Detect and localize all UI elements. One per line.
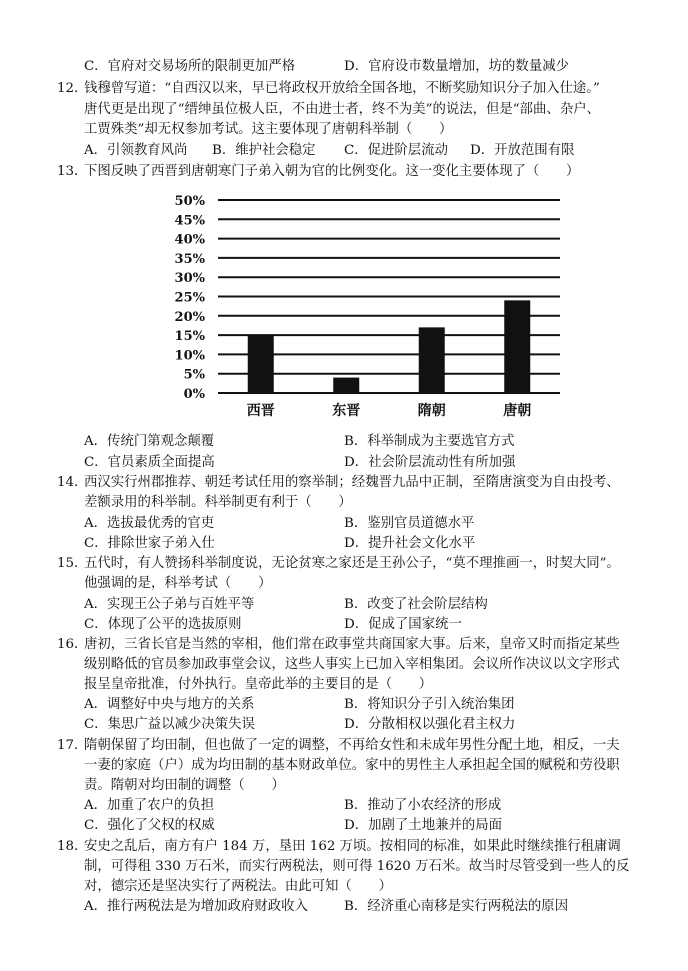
y-tick-label: 5% (183, 367, 205, 383)
q13-option-a: A．传统门第观念颠覆 (84, 434, 215, 449)
q13-bar-chart (168, 190, 568, 422)
x-category-label: 唐朝 (503, 403, 532, 419)
q15-number: 15． (57, 556, 88, 571)
bar-隋朝 (419, 327, 445, 393)
q12-option-c: C．促进阶层流动 (344, 143, 448, 158)
x-category-label: 隋朝 (417, 403, 446, 419)
q17-option-a: A．加重了农户的负担 (84, 798, 215, 813)
y-tick-label: 15% (174, 329, 205, 345)
q13-number: 13． (57, 164, 88, 179)
y-tick-label: 30% (174, 271, 205, 287)
x-category-label: 东晋 (332, 403, 361, 419)
q18-number: 18． (57, 839, 88, 854)
y-tick-label: 0% (183, 387, 205, 402)
q16-number: 16． (57, 637, 88, 652)
q18-option-a: A．推行两税法是为增加政府财政收入 (84, 899, 308, 914)
q12-stem-line-3: 工贾殊类”却无权参加考试。这主要体现了唐朝科举制（ ） (84, 122, 453, 137)
q15-stem-line-1: 五代时，有人赞扬科举制度说，无论贫寒之家还是王孙公子，“莫不理推画一，时契大同”。 (84, 556, 620, 571)
x-category-label: 西晋 (246, 403, 275, 419)
y-tick-label: 40% (174, 232, 205, 248)
q18-stem-line-1: 安史之乱后，南方有户 184 万，垦田 162 万顷。按相同的标准，如果此时继续推行租庸调 (84, 839, 621, 854)
q12-option-a: A．引领教育风尚 (84, 143, 188, 158)
q13-stem: 下图反映了西晋到唐朝寒门子弟入朝为官的比例变化。这一变化主要体现了（ ） (84, 164, 580, 179)
q13-option-b: B．科举制成为主要选官方式 (344, 434, 515, 449)
q14-option-c: C．排除世家子弟入仕 (84, 536, 215, 551)
q14-option-a: A．选拔最优秀的官吏 (84, 516, 215, 531)
q14-stem-line-2: 差额录用的科举制。科举制更有利于（ ） (84, 495, 352, 510)
q12-stem-line-2: 唐代更是出现了“缙绅虽位极人臣，不由进士者，终不为美”的说法，但是“部曲、杂户、 (84, 102, 600, 117)
q15-option-c: C．体现了公平的选拔原则 (84, 617, 242, 632)
q17-option-b: B．推动了小农经济的形成 (344, 798, 502, 813)
y-tick-label: 45% (174, 213, 205, 229)
y-tick-label: 50% (174, 194, 205, 209)
bar-唐朝 (504, 300, 530, 393)
q15-stem-line-2: 他强调的是，科举考试（ ） (84, 576, 272, 591)
q16-option-d: D．分散相权以强化君主权力 (344, 717, 516, 732)
q17-option-c: C．强化了父权的权威 (84, 818, 215, 833)
q12-option-b: B．维护社会稳定 (212, 143, 316, 158)
q14-option-d: D．提升社会文化水平 (344, 536, 476, 551)
q18-option-b: B．经济重心南移是实行两税法的原因 (344, 899, 569, 914)
q17-stem-line-3: 责。隋朝对均田制的调整（ ） (84, 778, 285, 793)
bar-西晋 (248, 335, 274, 393)
y-tick-label: 10% (174, 348, 205, 364)
y-tick-label: 20% (174, 309, 205, 325)
q12-option-d: D．开放范围有限 (470, 143, 575, 158)
q12-stem-line-1: 钱穆曾写道：“自西汉以来，早已将政权开放给全国各地，不断奖励知识分子加入仕途。” (84, 81, 600, 96)
q16-stem-line-3: 报呈皇帝批准，付外执行。皇帝此举的主要目的是（ ） (84, 677, 433, 692)
q16-stem-line-2: 级别略低的官员参加政事堂会议，这些人事实上已加入宰相集团。会议所作决议以文字形式 (84, 657, 620, 672)
q16-stem-line-1: 唐初，三省长官是当然的宰相，他们常在政事堂共商国家大事。后来，皇帝又时而指定某些 (84, 637, 620, 652)
y-tick-label: 25% (174, 290, 205, 306)
q17-option-d: D．加剧了土地兼并的局面 (344, 818, 503, 833)
y-tick-label: 35% (174, 251, 205, 267)
q11-option-c: C．官府对交易场所的限制更加严格 (84, 59, 296, 74)
q17-stem-line-1: 隋朝保留了均田制，但也做了一定的调整，不再给女性和未成年男性分配土地，相反，一夫 (84, 738, 620, 753)
q14-option-b: B．鉴别官员道德水平 (344, 516, 475, 531)
q13-option-d: D．社会阶层流动性有所加强 (344, 455, 516, 470)
q12-number: 12． (57, 81, 88, 96)
q17-number: 17． (57, 738, 88, 753)
bar-东晋 (333, 378, 359, 393)
q17-stem-line-2: 一妻的家庭（户）成为均田制的基本财政单位。家中的男性主人承担起全国的赋税和劳役职 (84, 758, 620, 773)
q15-option-d: D．促成了国家统一 (344, 617, 462, 632)
q11-option-d: D．官府设市数量增加，坊的数量减少 (344, 59, 569, 74)
q15-option-b: B．改变了社会阶层结构 (344, 597, 488, 612)
q16-option-c: C．集思广益以减少决策失误 (84, 717, 255, 732)
q16-option-b: B．将知识分子引入统治集团 (344, 697, 515, 712)
q15-option-a: A．实现王公子弟与百姓平等 (84, 597, 255, 612)
q18-stem-line-3: 对，德宗还是坚决实行了两税法。由此可知（ ） (84, 879, 392, 894)
q14-number: 14． (57, 475, 88, 490)
q18-stem-line-2: 制，可得租 330 万石米，而实行两税法，则可得 1620 万石米。故当时尽管受到一些人的反 (84, 859, 630, 874)
q16-option-a: A．调整好中央与地方的关系 (84, 697, 255, 712)
q13-option-c: C．官员素质全面提高 (84, 455, 215, 470)
q14-stem-line-1: 西汉实行州郡推荐、朝廷考试任用的察举制；经魏晋九品中正制，至隋唐演变为自由投考、 (84, 475, 620, 490)
